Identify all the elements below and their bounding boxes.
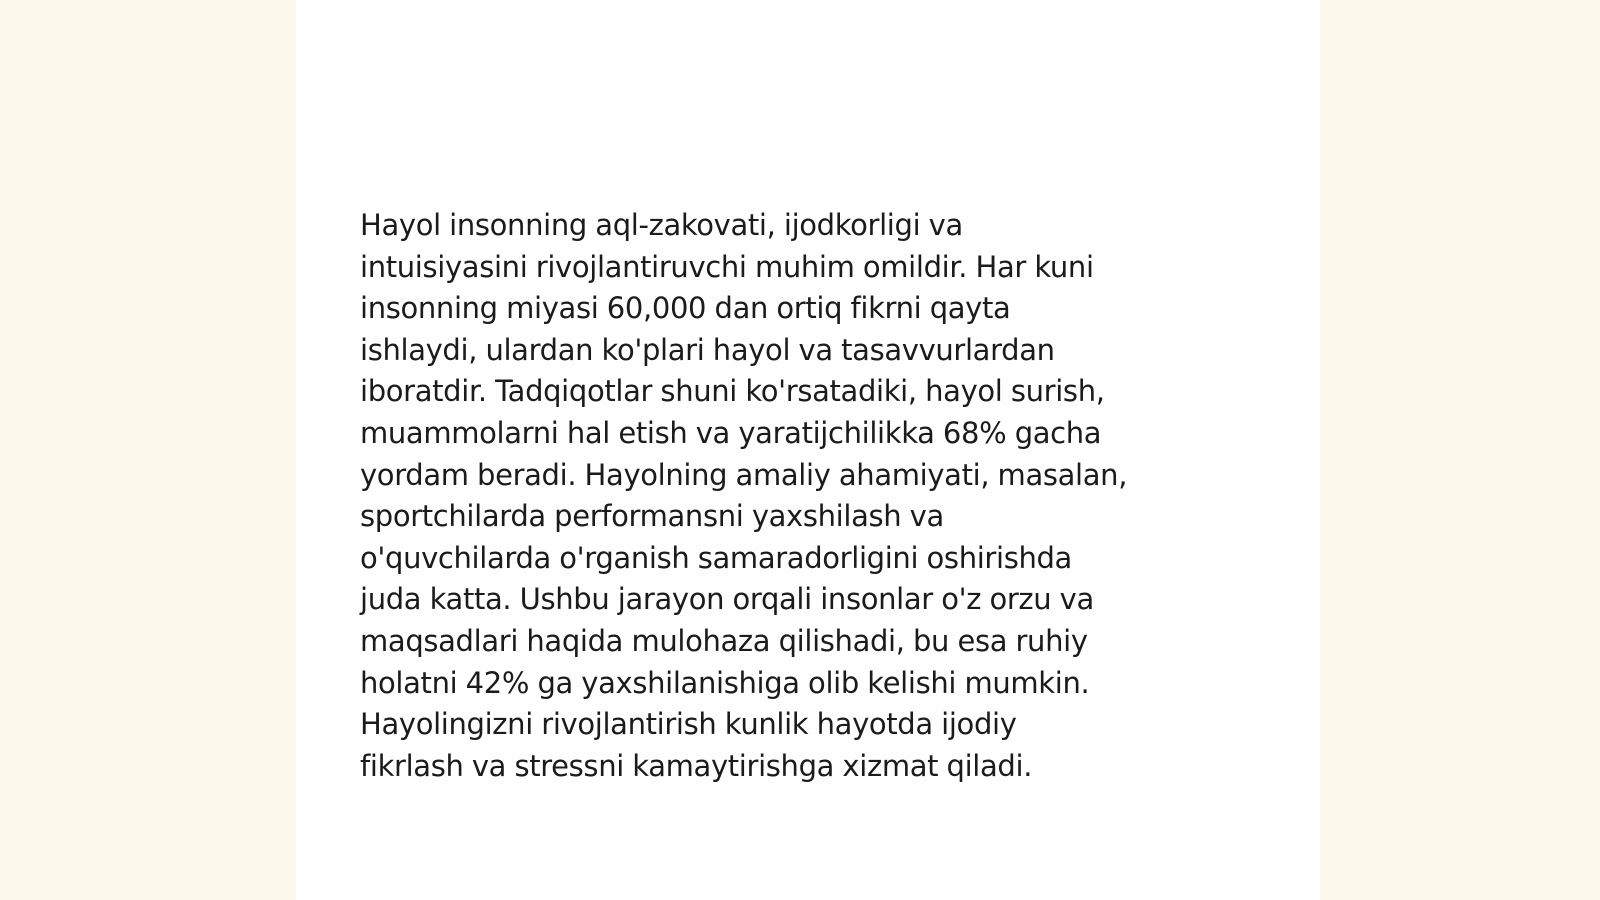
paragraph-line: maqsadlari haqida mulohaza qilishadi, bu esa ruhiy xyxy=(360,623,1088,658)
paragraph-line: yordam beradi. Hayolning amaliy ahamiyati, masalan, xyxy=(360,457,1128,492)
paragraph-line: Hayolingizni rivojlantirish kunlik hayotda ijodiy xyxy=(360,707,1017,742)
paragraph-line: insonning miyasi 60,000 dan ortiq fikrni qayta xyxy=(360,291,1011,326)
paragraph-line: fikrlash va stressni kamaytirishga xizmat qiladi. xyxy=(360,748,1033,783)
body-paragraph xyxy=(360,205,1260,787)
paragraph-line: intuisiyasini rivojlantiruvchi muhim omildir. Har kuni xyxy=(360,249,1094,284)
paragraph-line: iboratdir. Tadqiqotlar shuni ko'rsatadiki, hayol surish, xyxy=(360,374,1105,409)
paragraph-line: muammolarni hal etish va yaratijchilikka 68% gacha xyxy=(360,415,1102,450)
paragraph-line: holatni 42% ga yaxshilanishiga olib kelishi mumkin. xyxy=(360,665,1090,700)
paragraph-line: ishlaydi, ulardan ko'plari hayol va tasavvurlardan xyxy=(360,332,1055,367)
document-sheet xyxy=(296,0,1320,900)
paragraph-line: o'quvchilarda o'rganish samaradorligini oshirishda xyxy=(360,540,1072,575)
paragraph-line: Hayol insonning aql-zakovati, ijodkorligi va xyxy=(360,208,963,242)
paragraph-line: sportchilarda performansni yaxshilash va xyxy=(360,499,944,534)
paragraph-line: juda katta. Ushbu jarayon orqali insonlar o'z orzu va xyxy=(360,582,1094,617)
